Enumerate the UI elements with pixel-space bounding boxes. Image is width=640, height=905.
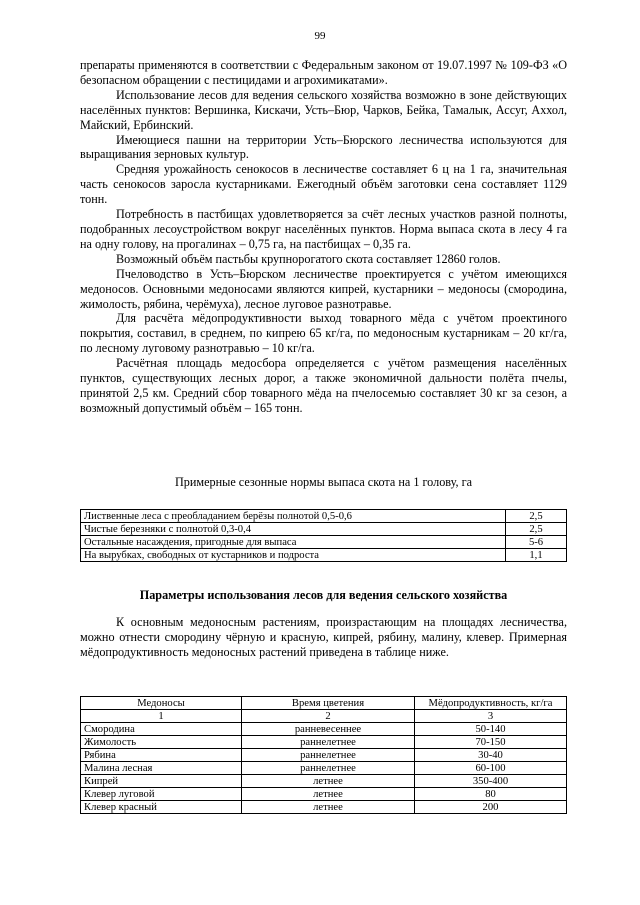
table-row (81, 536, 567, 549)
flowering-time: летнее (242, 801, 415, 814)
row-label: На вырубках, свободных от кустарников и подроста (81, 549, 506, 562)
table-row (81, 762, 567, 775)
header-honey-productivity: Мёдопродуктивность, кг/га (415, 697, 567, 710)
body-text (80, 58, 567, 416)
paragraph: Расчётная площадь медосбора определяется с учётом размещения населённых пунктов, существующих лесных дорог, а также экономичной дальности полёта пчелы, принятой 2,5 км. Средний сбор товарного мёда на пчелосемью составляет 30 кг за сезон, а возможный допустимый объём – 165 тонн. (80, 356, 567, 415)
honey-productivity: 80 (415, 788, 567, 801)
row-value: 2,5 (506, 523, 567, 536)
honey-productivity: 350-400 (415, 775, 567, 788)
column-number: 3 (415, 710, 567, 723)
plant-name: Рябина (81, 749, 242, 762)
paragraph: Пчеловодство в Усть–Бюрском лесничестве проектируется с учётом имеющихся медоносов. Основными медоносами являются кипрей, кустарники – медоносы (смородина, жимолость, рябина, черёмуха), лесное луговое разнотравье. (80, 266, 567, 311)
row-value: 5-6 (506, 536, 567, 549)
flowering-time: ранневесеннее (242, 723, 415, 736)
paragraph: Средняя урожайность сенокосов в лесничестве составляет 6 ц на 1 га, значительная часть сенокосов заросла кустарниками. Ежегодный объём заготовки сена составляет 1129 тонн. (80, 162, 567, 207)
column-number-row (81, 710, 567, 723)
table-row (81, 775, 567, 788)
paragraph: Потребность в пастбищах удовлетворяется за счёт лесных участков разной полноты, подобранных лесоустройством вокруг населённых пунктов. Норма выпаса скота в лесу 4 га на одну голову, на прогалинах – 0,75 га, на пастбищах – 0,35 га. (80, 207, 567, 251)
honey-productivity: 70-150 (415, 736, 567, 749)
table-row (81, 749, 567, 762)
section-title: Параметры использования лесов для ведения сельского хозяйства (139, 588, 508, 602)
honey-productivity: 60-100 (415, 762, 567, 775)
norms-table-caption: Примерные сезонные нормы выпаса скота на 1 голову, га (174, 475, 472, 489)
row-label: Остальные насаждения, пригодные для выпаса (81, 536, 506, 549)
honey-productivity: 200 (415, 801, 567, 814)
table-row (81, 788, 567, 801)
table-row (81, 510, 567, 523)
flowering-time: летнее (242, 775, 415, 788)
flowering-time: раннелетнее (242, 762, 415, 775)
plant-name: Жимолость (81, 736, 242, 749)
column-number: 2 (242, 710, 415, 723)
honey-productivity: 30-40 (415, 749, 567, 762)
row-label: Чистые березняки с полнотой 0,3-0,4 (81, 523, 506, 536)
paragraph: Использование лесов для ведения сельского хозяйства возможно в зоне действующих населённых пунктов: Вершинка, Кискачи, Усть–Бюр, Чарков, Бейка, Тамалык, Ассуг, Аххол, Майский, Ербинский. (80, 87, 567, 132)
plant-name: Смородина (81, 723, 242, 736)
row-value: 1,1 (506, 549, 567, 562)
paragraph: препараты применяются в соответствии с Федеральным законом от 19.07.1997 № 109-ФЗ «О безопасном обращении с пестицидами и агрохимикатами». (80, 58, 567, 87)
paragraph: Для расчёта мёдопродуктивности выход товарного мёда с учётом проектиного покрытия, составил, в среднем, по кипрею 65 кг/га, по медоносным кустарникам – 20 кг/га, по лесному луговому разнотравью – 10 кг/га. (80, 311, 567, 356)
table-row (81, 736, 567, 749)
page-number: 99 (314, 30, 326, 42)
table-row (81, 801, 567, 814)
plant-name: Клевер красный (81, 801, 242, 814)
flowering-time: раннелетнее (242, 749, 415, 762)
header-flowering-time: Время цветения (242, 697, 415, 710)
plant-name: Клевер луговой (81, 788, 242, 801)
honey-productivity: 50-140 (415, 723, 567, 736)
plant-name: Малина лесная (81, 762, 242, 775)
row-label: Лиственные леса с преобладанием берёзы полнотой 0,5-0,6 (81, 510, 506, 523)
honey-plants-table (80, 696, 567, 814)
row-value: 2,5 (506, 510, 567, 523)
paragraph: Имеющиеся пашни на территории Усть–Бюрского лесничества используются для выращивания зерновых культур. (80, 132, 567, 162)
header-honey-plants: Медоносы (81, 697, 242, 710)
table-row (81, 549, 567, 562)
grazing-norms-table (80, 509, 567, 562)
paragraph: Возможный объём пастьбы крупнорогатого скота составляет 12860 голов. (116, 251, 501, 266)
table-header-row (81, 697, 567, 710)
table-row (81, 723, 567, 736)
table-row (81, 523, 567, 536)
column-number: 1 (81, 710, 242, 723)
flowering-time: раннелетнее (242, 736, 415, 749)
section-paragraph: К основным медоносным растениям, произрастающим на площадях лесничества, можно отнести смородину чёрную и красную, кипрей, рябину, малину, клевер. Примерная мёдопродуктивность медоносных растений приведена в таблице ниже. (80, 615, 567, 659)
flowering-time: летнее (242, 788, 415, 801)
plant-name: Кипрей (81, 775, 242, 788)
